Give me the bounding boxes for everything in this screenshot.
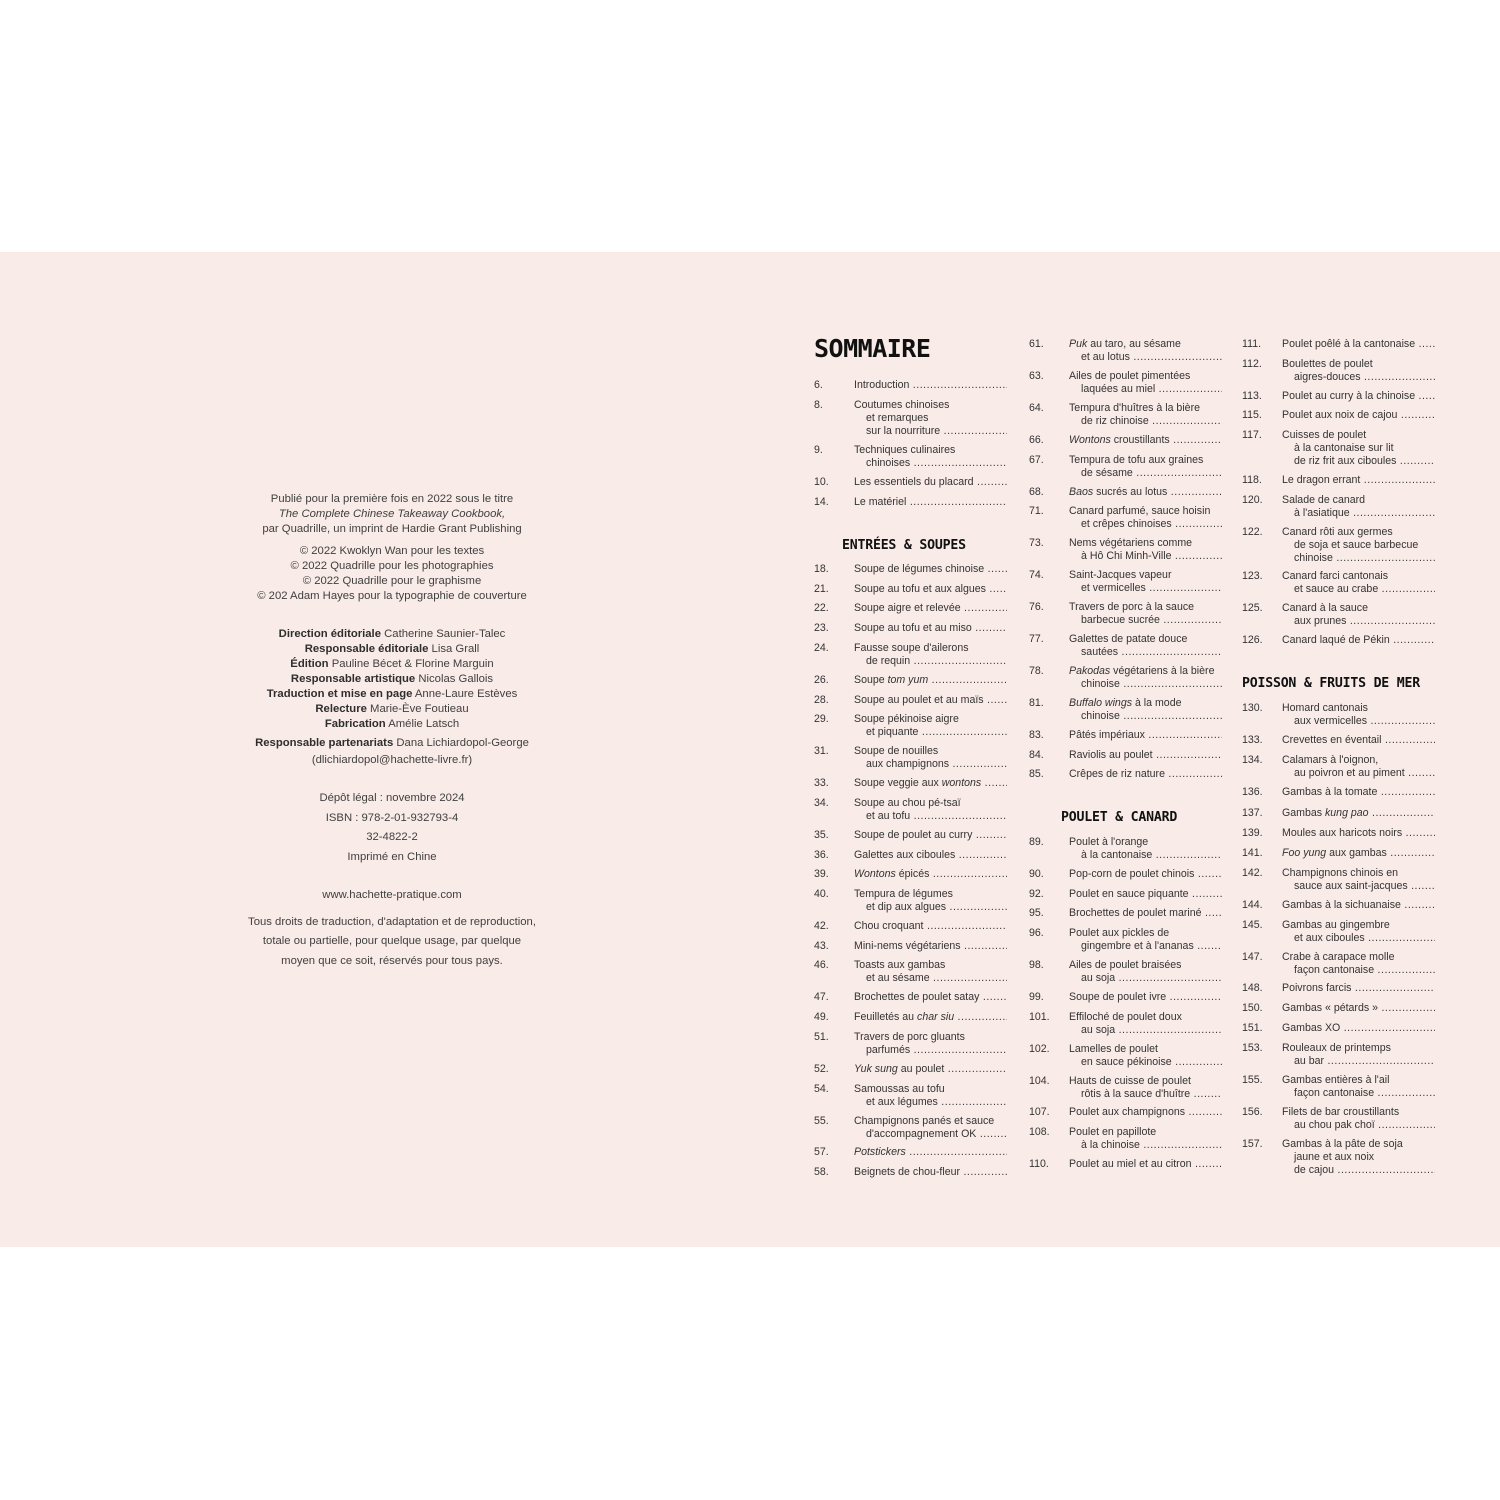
toc-page-number: 134. — [1242, 754, 1263, 766]
email: (dlichiardopol@hachette-livre.fr) — [311, 754, 473, 766]
rights-line: totale ou partielle, pour quelque usage, par quelque — [262, 935, 522, 947]
toc-page-number: 145. — [1242, 919, 1263, 931]
toc-page-number: 73. — [1029, 537, 1044, 549]
toc-entry-title: Canard à la sauce aux prunes ..... — [1282, 602, 1435, 628]
toc-entry-title: Filets de bar croustillants au chou pak choï ..... — [1282, 1106, 1435, 1132]
toc-entry-title: Buffalo wings à la mode chinoise ..... — [1069, 697, 1222, 723]
toc-entry-title: Poulet au curry à la chinoise ..... — [1282, 390, 1435, 403]
toc-page-number: 108. — [1029, 1126, 1050, 1138]
toc-entry-title: Nems végétariens comme à Hô Chi Minh-Ville ..... — [1069, 537, 1222, 563]
toc-entry-title: Wontons épicés ..... — [854, 868, 1007, 881]
legal-info — [218, 789, 566, 867]
toc-entry-title: Ailes de poulet braisées au soja ..... — [1069, 959, 1222, 985]
credit-name: Marie-Ève Foutieau — [366, 703, 469, 715]
toc-page-number: 18. — [814, 563, 829, 575]
toc-page-number: 142. — [1242, 867, 1263, 879]
toc-page-number: 81. — [1029, 697, 1044, 709]
toc-page-number: 101. — [1029, 1011, 1050, 1023]
toc-page-number: 118. — [1242, 474, 1262, 486]
toc-page-number: 147. — [1242, 951, 1263, 963]
credit-role: Traduction et mise en page — [266, 688, 413, 700]
toc-page-number: 68. — [1029, 486, 1044, 498]
copyright-line: © 2022 Quadrille pour le graphisme — [302, 575, 482, 587]
credit-name: Nicolas Gallois — [415, 673, 494, 685]
toc-page-number: 31. — [814, 745, 829, 757]
credit-line — [218, 672, 566, 687]
credit-role: Direction éditoriale — [278, 628, 381, 640]
pub-line-original-title: The Complete Chinese Takeaway Cookbook, — [278, 508, 506, 520]
toc-page-number: 84. — [1029, 749, 1044, 761]
toc-entry-title: Pakodas végétariens à la bière chinoise ..... — [1069, 665, 1222, 691]
toc-entry-title: Gambas à la pâte de soja jaune et aux noix de cajou ..... — [1282, 1138, 1435, 1176]
credit-line — [218, 736, 566, 751]
toc-entry-title: Gambas kung pao ..... — [1282, 807, 1435, 820]
toc-entry-title: Tempura de tofu aux graines de sésame ..... — [1069, 454, 1222, 480]
pub-line: Publié pour la première fois en 2022 sous le titre — [270, 493, 514, 505]
toc-page-number: 54. — [814, 1083, 829, 1095]
toc-page-number: 34. — [814, 797, 829, 809]
toc-page-number: 112. — [1242, 358, 1262, 370]
toc-entry-title: Travers de porc gluants parfumés ..... — [854, 1031, 1007, 1057]
toc-page-number: 64. — [1029, 402, 1044, 414]
toc-page-number: 136. — [1242, 786, 1263, 798]
toc-entry-title: Soupe tom yum ..... — [854, 674, 1007, 687]
toc-page-number: 113. — [1242, 390, 1262, 402]
toc-page-number: 89. — [1029, 836, 1044, 848]
toc-page-number: 77. — [1029, 633, 1044, 645]
toc-entry-title: Brochettes de poulet mariné ..... — [1069, 907, 1222, 920]
credit-line — [218, 657, 566, 672]
toc-page-number: 104. — [1029, 1075, 1050, 1087]
toc-page-number: 98. — [1029, 959, 1044, 971]
colophon — [218, 492, 566, 971]
credit-name: Dana Lichiardopol-George — [393, 737, 529, 749]
toc-entry-title: Brochettes de poulet satay ..... — [854, 991, 1007, 1004]
toc-entry-title: Travers de porc à la sauce barbecue sucrée ..... — [1069, 601, 1222, 627]
toc-page-number: 111. — [1242, 338, 1262, 350]
toc-page-number: 29. — [814, 713, 829, 725]
toc-page-number: 96. — [1029, 927, 1044, 939]
toc-entry-title: Moules aux haricots noirs ..... — [1282, 827, 1435, 840]
toc-page-number: 137. — [1242, 807, 1263, 819]
copyright-line: © 2022 Kwoklyn Wan pour les textes — [299, 545, 485, 557]
toc-entry-title: Champignons chinois en sauce aux saint-jacques ..... — [1282, 867, 1435, 893]
toc-page-number: 150. — [1242, 1002, 1263, 1014]
toc-page-number: 115. — [1242, 409, 1262, 421]
toc-entry-title: Soupe au chou pé-tsaï et au tofu ..... — [854, 797, 1007, 823]
toc-entry-title: Gambas XO ..... — [1282, 1022, 1435, 1035]
credit-role: Responsable partenariats — [255, 737, 394, 749]
toc-entry-title: Tempura de légumes et dip aux algues ..... — [854, 888, 1007, 914]
reference-code: 32-4822-2 — [366, 831, 418, 843]
credit-line — [218, 702, 566, 717]
toc-entry-title: Rouleaux de printemps au bar ..... — [1282, 1042, 1435, 1068]
toc-page-number: 42. — [814, 920, 829, 932]
toc-entry-title: Coutumes chinoises et remarques sur la nourriture ..... — [854, 399, 1007, 437]
toc-page-number: 95. — [1029, 907, 1044, 919]
toc-entry-title: Saint-Jacques vapeur et vermicelles ..... — [1069, 569, 1222, 595]
toc-entry-title: Raviolis au poulet ..... — [1069, 749, 1222, 762]
toc-page-number: 28. — [814, 694, 829, 706]
toc-page-number: 85. — [1029, 768, 1044, 780]
toc-entry-title: Effiloché de poulet doux au soja ..... — [1069, 1011, 1222, 1037]
toc-entry-title: Galettes de patate douce sautées ..... — [1069, 633, 1222, 659]
toc-entry-title: Poulet poêlé à la cantonaise ..... — [1282, 338, 1435, 351]
toc-entry-title: Pop-corn de poulet chinois ..... — [1069, 868, 1222, 881]
toc-page-number: 148. — [1242, 982, 1263, 994]
toc-entry-title: Gambas « pétards » ..... — [1282, 1002, 1435, 1015]
toc-page-number: 21. — [814, 583, 829, 595]
credit-name: Catherine Saunier-Talec — [380, 628, 506, 640]
credit-line — [218, 687, 566, 702]
toc-entry-title: Toasts aux gambas et au sésame ..... — [854, 959, 1007, 985]
toc-page-number: 66. — [1029, 434, 1044, 446]
credit-name: Lisa Grall — [428, 643, 480, 655]
toc-page-number: 92. — [1029, 888, 1044, 900]
credit-role: Responsable artistique — [290, 673, 416, 685]
section-heading-entrees-soupes: ENTRÉES & SOUPES — [842, 538, 966, 553]
toc-entry-title: Crêpes de riz nature ..... — [1069, 768, 1222, 781]
credit-role: Relecture — [315, 703, 367, 715]
credit-line — [218, 627, 566, 642]
toc-entry-title: Homard cantonais aux vermicelles ..... — [1282, 702, 1435, 728]
toc-page-number: 58. — [814, 1166, 829, 1178]
toc-entry-title: Gambas à la sichuanaise ..... — [1282, 899, 1435, 912]
credit-name: Pauline Bécet & Florine Marguin — [328, 658, 494, 670]
toc-page-number: 40. — [814, 888, 829, 900]
toc-entry-title: Poulet au miel et au citron ..... — [1069, 1158, 1222, 1171]
toc-page-number: 151. — [1242, 1022, 1263, 1034]
toc-entry-title: Poulet en papillote à la chinoise ..... — [1069, 1126, 1222, 1152]
toc-page-number: 130. — [1242, 702, 1263, 714]
toc-entry-title: Cuisses de poulet à la cantonaise sur lit de riz frit aux ciboules ..... — [1282, 429, 1435, 467]
toc-entry-title: Boulettes de poulet aigres-douces ..... — [1282, 358, 1435, 384]
toc-page-number: 83. — [1029, 729, 1044, 741]
toc-entry-title: Calamars à l'oignon, au poivron et au piment ..... — [1282, 754, 1435, 780]
toc-entry-title: Puk au taro, au sésame et au lotus ..... — [1069, 338, 1222, 364]
section-heading-poulet-canard: POULET & CANARD — [1061, 810, 1178, 825]
toc-entry-title: Poulet à l'orange à la cantonaise ..... — [1069, 836, 1222, 862]
toc-entry-title: Introduction ..... — [854, 379, 1007, 392]
toc-page-number: 57. — [814, 1146, 829, 1158]
copyright-block — [218, 544, 566, 604]
toc-page-number: 139. — [1242, 827, 1263, 839]
toc-page-number: 157. — [1242, 1138, 1263, 1150]
toc-entry-title: Mini-nems végétariens ..... — [854, 940, 1007, 953]
toc-page-number: 67. — [1029, 454, 1044, 466]
toc-page-number: 47. — [814, 991, 829, 1003]
credit-line — [218, 642, 566, 657]
toc-entry-title: Soupe au tofu et aux algues ..... — [854, 583, 1007, 596]
toc-entry-title: Soupe de nouilles aux champignons ..... — [854, 745, 1007, 771]
toc-entry-title: Soupe au poulet et au maïs ..... — [854, 694, 1007, 707]
toc-page-number: 155. — [1242, 1074, 1263, 1086]
toc-page-number: 76. — [1029, 601, 1044, 613]
toc-page-number: 33. — [814, 777, 829, 789]
section-heading-poisson-fruits-de-mer: POISSON & FRUITS DE MER — [1242, 676, 1421, 691]
toc-entry-title: Techniques culinaires chinoises ..... — [854, 444, 1007, 470]
toc-page-number: 35. — [814, 829, 829, 841]
toc-entry-title: Gambas entières à l'ail façon cantonaise ..... — [1282, 1074, 1435, 1100]
toc-entry-title: Beignets de chou-fleur ..... — [854, 1166, 1007, 1179]
isbn: ISBN : 978-2-01-932793-4 — [325, 811, 459, 824]
toc-page-number: 63. — [1029, 370, 1044, 382]
toc-page-number: 43. — [814, 940, 829, 952]
toc-entry-title: Soupe de poulet ivre ..... — [1069, 991, 1222, 1004]
toc-entry-title: Soupe au tofu et au miso ..... — [854, 622, 1007, 635]
toc-page-number: 156. — [1242, 1106, 1263, 1118]
toc-entry-title: Crabe à carapace molle façon cantonaise ..... — [1282, 951, 1435, 977]
toc-entry-title: Potstickers ..... — [854, 1146, 1007, 1159]
toc-entry-title: Soupe aigre et relevée ..... — [854, 602, 1007, 615]
toc-page-number: 51. — [814, 1031, 829, 1043]
toc-page-number: 14. — [814, 496, 829, 508]
rights-line: Tous droits de traduction, d'adaptation et de reproduction, — [248, 915, 536, 928]
toc-entry-title: Champignons panés et sauce d'accompagnement OK ..... — [854, 1115, 1007, 1141]
credit-line — [218, 717, 566, 732]
toc-entry-title: Wontons croustillants ..... — [1069, 434, 1222, 447]
credit-role: Fabrication — [324, 718, 386, 730]
toc-page-number: 52. — [814, 1063, 829, 1075]
toc-page-number: 153. — [1242, 1042, 1263, 1054]
toc-page-number: 6. — [814, 379, 823, 391]
toc-page-number: 123. — [1242, 570, 1263, 582]
toc-page-number: 36. — [814, 849, 829, 861]
toc-page-number: 71. — [1029, 505, 1044, 517]
toc-entry-title: Fausse soupe d'ailerons de requin ..... — [854, 642, 1007, 668]
toc-entry-title: Poivrons farcis ..... — [1282, 982, 1435, 995]
toc-entry-title: Poulet aux pickles de gingembre et à l'ananas ..... — [1069, 927, 1222, 953]
toc-entry-title: Foo yung aux gambas ..... — [1282, 847, 1435, 860]
copyright-line: © 202 Adam Hayes pour la typographie de couverture — [257, 590, 527, 602]
toc-page-number: 120. — [1242, 494, 1263, 506]
credit-name: Anne-Laure Estèves — [412, 688, 518, 700]
toc-page-number: 102. — [1029, 1043, 1050, 1055]
toc-page-number: 24. — [814, 642, 829, 654]
toc-page-number: 46. — [814, 959, 829, 971]
toc-entry-title: Hauts de cuisse de poulet rôtis à la sauce d'huître ..... — [1069, 1075, 1222, 1101]
toc-entry-title: Soupe de poulet au curry ..... — [854, 829, 1007, 842]
toc-entry-title: Canard laqué de Pékin ..... — [1282, 634, 1435, 647]
toc-page-number: 126. — [1242, 634, 1263, 646]
toc-entry-title: Poulet aux champignons ..... — [1069, 1106, 1222, 1119]
toc-entry-title: Canard parfumé, sauce hoisin et crêpes chinoises ..... — [1069, 505, 1222, 531]
toc-entry-title: Samoussas au tofu et aux légumes ..... — [854, 1083, 1007, 1109]
toc-title: SOMMAIRE — [814, 334, 931, 363]
toc-page-number: 78. — [1029, 665, 1044, 677]
toc-entry-title: Baos sucrés au lotus ..... — [1069, 486, 1222, 499]
website: www.hachette-pratique.com — [322, 889, 462, 901]
legal-deposit: Dépôt légal : novembre 2024 — [319, 792, 465, 804]
toc-page-number: 23. — [814, 622, 829, 634]
toc-page-number: 122. — [1242, 526, 1263, 538]
toc-page-number: 117. — [1242, 429, 1262, 441]
rights-line: moyen que ce soit, réservés pour tous pays. — [281, 954, 503, 967]
toc-entry-title: Soupe pékinoise aigre et piquante ..... — [854, 713, 1007, 739]
credit-name: Amélie Latsch — [385, 718, 460, 730]
toc-page-number: 9. — [814, 444, 823, 456]
toc-entry-title: Canard farci cantonais et sauce au crabe ..... — [1282, 570, 1435, 596]
copyright-line: © 2022 Quadrille pour les photographies — [290, 560, 494, 572]
toc-page-number: 39. — [814, 868, 829, 880]
toc-entry-title: Ailes de poulet pimentées laquées au miel ..... — [1069, 370, 1222, 396]
toc-entry-title: Yuk sung au poulet ..... — [854, 1063, 1007, 1076]
publication-note — [218, 492, 566, 537]
toc-entry-title: Les essentiels du placard ..... — [854, 476, 1007, 489]
toc-entry-title: Poulet aux noix de cajou ..... — [1282, 409, 1435, 422]
toc-page-number: 133. — [1242, 734, 1263, 746]
credits-block — [218, 627, 566, 751]
toc-page-number: 55. — [814, 1115, 829, 1127]
toc-page-number: 141. — [1242, 847, 1263, 859]
toc-entry-title: Chou croquant ..... — [854, 920, 1007, 933]
toc-page-number: 90. — [1029, 868, 1044, 880]
toc-entry-title: Soupe veggie aux wontons ..... — [854, 777, 1007, 790]
toc-entry-title: Salade de canard à l'asiatique ..... — [1282, 494, 1435, 520]
toc-page-number: 10. — [814, 476, 829, 488]
toc-entry-title: Pâtés impériaux ..... — [1069, 729, 1222, 742]
toc-page-number: 110. — [1029, 1158, 1049, 1170]
toc-page-number: 99. — [1029, 991, 1044, 1003]
toc-page-number: 74. — [1029, 569, 1044, 581]
toc-page-number: 107. — [1029, 1106, 1050, 1118]
toc-page-number: 144. — [1242, 899, 1263, 911]
toc-entry-title: Lamelles de poulet en sauce pékinoise ..... — [1069, 1043, 1222, 1069]
toc-entry-title: Le matériel ..... — [854, 496, 1007, 509]
toc-entry-title: Gambas à la tomate ..... — [1282, 786, 1435, 799]
toc-page-number: 61. — [1029, 338, 1044, 350]
toc-entry-title: Le dragon errant ..... — [1282, 474, 1435, 487]
toc-page-number: 125. — [1242, 602, 1263, 614]
toc-entry-title: Feuilletés au char siu ..... — [854, 1011, 1007, 1024]
toc-entry-title: Tempura d'huîtres à la bière de riz chinoise ..... — [1069, 402, 1222, 428]
printed-in: Imprimé en Chine — [347, 850, 437, 863]
toc-page-number: 26. — [814, 674, 829, 686]
toc-page-number: 8. — [814, 399, 823, 411]
toc-entry-title: Canard rôti aux germes de soja et sauce barbecue chinoise ..... — [1282, 526, 1435, 564]
toc-entry-title: Poulet en sauce piquante ..... — [1069, 888, 1222, 901]
toc-entry-title: Soupe de légumes chinoise ..... — [854, 563, 1007, 576]
toc-page-number: 22. — [814, 602, 829, 614]
credit-role: Responsable éditoriale — [304, 643, 429, 655]
toc-entry-title: Gambas au gingembre et aux ciboules ..... — [1282, 919, 1435, 945]
pub-line: par Quadrille, un imprint de Hardie Grant Publishing — [262, 523, 522, 535]
toc-entry-title: Galettes aux ciboules ..... — [854, 849, 1007, 862]
rights-notice — [218, 913, 566, 972]
toc-entry-title: Crevettes en éventail ..... — [1282, 734, 1435, 747]
toc-page-number: 49. — [814, 1011, 829, 1023]
credit-role: Édition — [290, 658, 329, 670]
